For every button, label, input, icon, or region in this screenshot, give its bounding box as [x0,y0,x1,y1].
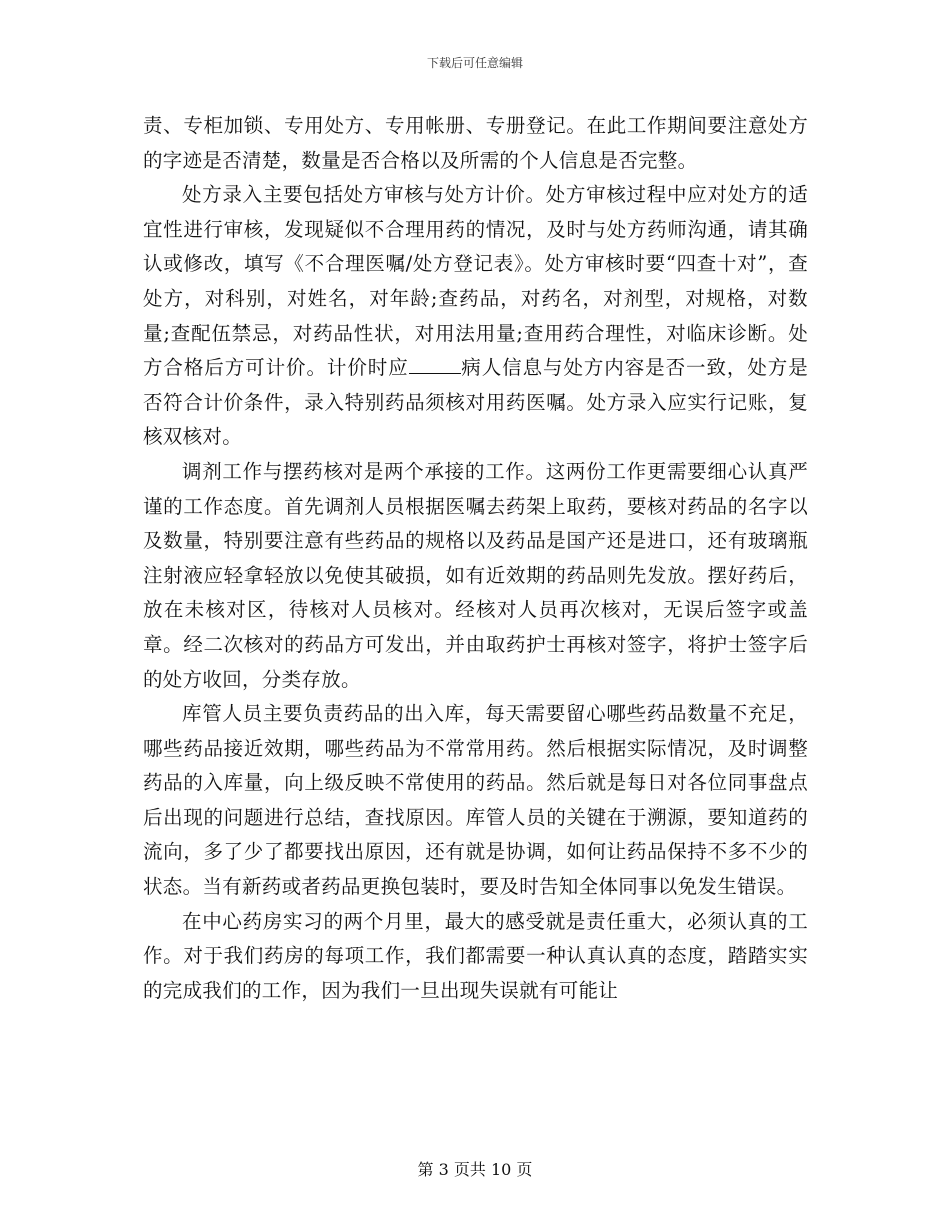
fill-in-blank [409,355,461,374]
paragraph-prescription-entry [143,178,808,455]
paragraph-continuation: 责、专柜加锁、专用处方、专用帐册、专册登记。在此工作期间要注意处方的字迹是否清楚，数量是否合格以及所需的个人信息是否完整。 [143,114,808,172]
page-header: 下载后可任意编辑 [426,56,523,70]
paragraph-text-after-blank: 病人信息与处方内容是否一致，处方是否符合计价条件，录入特别药品须核对用药医嘱。处方录入应实行记账，复核双核对。 [143,356,808,449]
paragraph-internship-reflection: 在中心药房实习的两个月里，最大的感受就是责任重大，必须认真的工作。对于我们药房的每项工作，我们都需要一种认真认真的态度，踏踏实实的完成我们的工作，因为我们一旦出现失误就有可能让 [143,909,808,1002]
page-footer: 第 3 页共 10 页 [417,1160,533,1179]
paragraph-warehouse: 库管人员主要负责药品的出入库，每天需要留心哪些药品数量不充足，哪些药品接近效期，哪些药品为不常常用药。然后根据实际情况，及时调整药品的入库量，向上级反映不常使用的药品。然后就是每日对各位同事盘点后出现的问题进行总结，查找原因。库管人员的关键在于溯源，要知道药的流向，多了少了都要找出原因，还有就是协调，如何让药品保持不多不少的状态。当有新药或者药品更换包装时，要及时告知全体同事以免发生错误。 [143,702,808,899]
paragraph-dispensing: 调剂工作与摆药核对是两个承接的工作。这两份工作更需要细心认真严谨的工作态度。首先调剂人员根据医嘱去药架上取药，要核对药品的名字以及数量，特别要注意有些药品的规格以及药品是国产还是进口，还有玻璃瓶注射液应轻拿轻放以免使其破损，如有近效期的药品则先发放。摆好药后，放在未核对区，待核对人员核对。经核对人员再次核对，无误后签字或盖章。经二次核对的药品方可发出，并由取药护士再核对签字，将护士签字后的处方收回，分类存放。 [143,459,808,691]
document-body [143,109,808,1008]
paragraph-text-before-blank: 处方录入主要包括处方审核与处方计价。处方审核过程中应对处方的适宜性进行审核，发现疑似不合理用药的情况，及时与处方药师沟通，请其确认或修改，填写《不合理医嘱/处方登记表》。处方审核时要“四查十对”，查处方，对科别，对姓名，对年龄;查药品，对药名，对剂型，对规格，对数量;查配伍禁忌，对药品性状，对用法用量;查用药合理性，对临床诊断。处方合格后方可计价。计价时应 [143,183,808,380]
